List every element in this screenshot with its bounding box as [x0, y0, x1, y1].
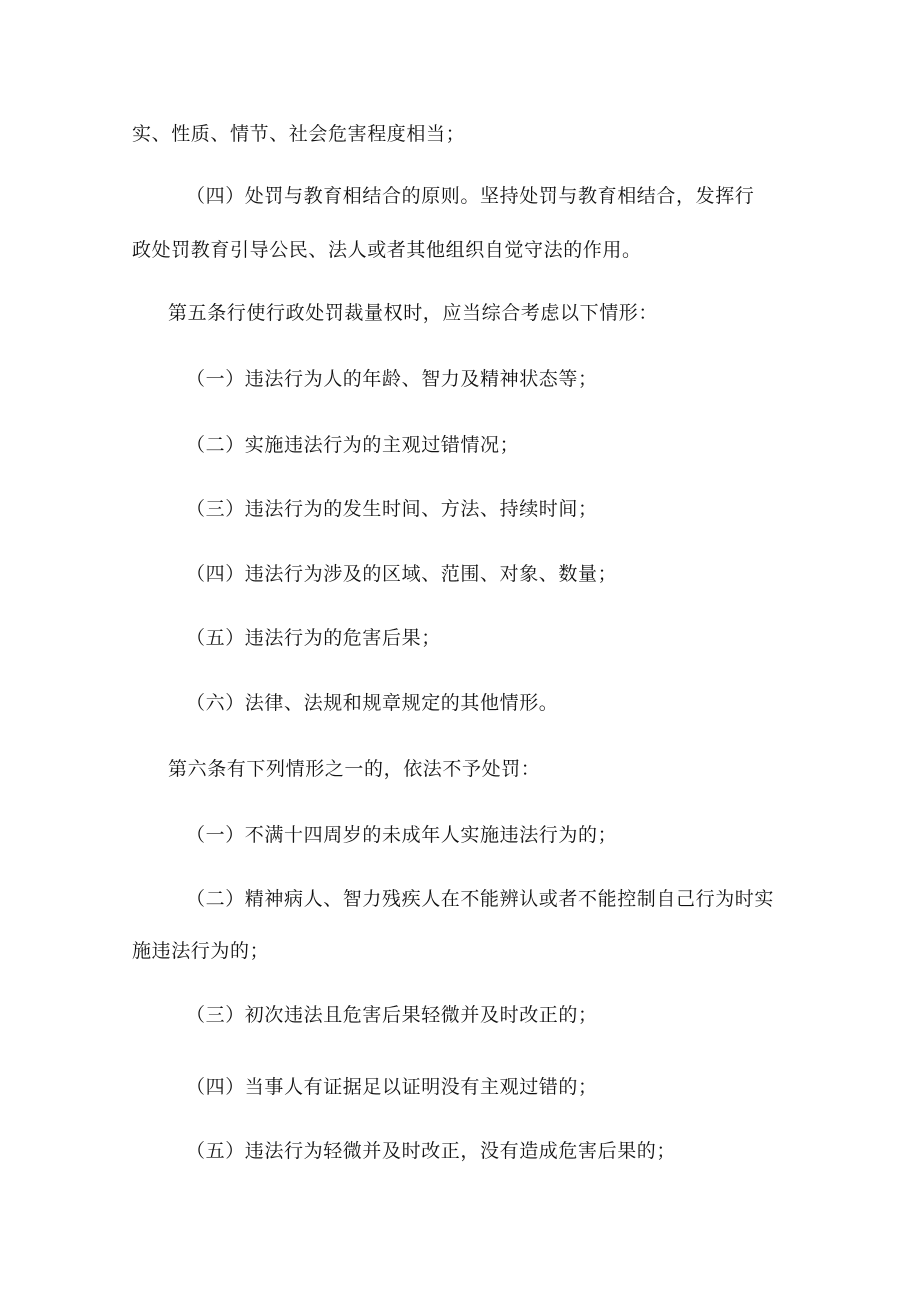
article-5-item-5: （五）违法行为的危害后果；	[186, 627, 441, 649]
article-6-item-2-cont: 施违法行为的；	[132, 940, 270, 962]
article-6-item-5: （五）违法行为轻微并及时改正，没有造成危害后果的；	[186, 1140, 677, 1162]
text-line-principle-4: （四）处罚与教育相结合的原则。坚持处罚与教育相结合，发挥行	[186, 185, 755, 207]
article-5-heading: 第五条行使行政处罚裁量权时，应当综合考虑以下情形：	[168, 302, 659, 324]
article-5-item-1: （一）违法行为人的年龄、智力及精神状态等；	[186, 368, 598, 390]
text-line-principle-4-cont: 政处罚教育引导公民、法人或者其他组织自觉守法的作用。	[132, 239, 642, 261]
article-6-item-4: （四）当事人有证据足以证明没有主观过错的；	[186, 1076, 598, 1098]
text-line-continuation: 实、性质、情节、社会危害程度相当；	[132, 123, 466, 145]
article-6-item-1: （一）不满十四周岁的未成年人实施违法行为的；	[186, 824, 618, 846]
article-5-item-6: （六）法律、法规和规章规定的其他情形。	[186, 692, 559, 714]
article-6-item-3: （三）初次违法且危害后果轻微并及时改正的；	[186, 1004, 598, 1026]
article-5-item-2: （二）实施违法行为的主观过错情况；	[186, 434, 520, 456]
article-6-item-2: （二）精神病人、智力残疾人在不能辨认或者不能控制自己行为时实	[186, 888, 775, 910]
article-5-item-3: （三）违法行为的发生时间、方法、持续时间；	[186, 498, 598, 520]
article-6-heading: 第六条有下列情形之一的，依法不予处罚：	[168, 758, 541, 780]
article-5-item-4: （四）违法行为涉及的区域、范围、对象、数量；	[186, 563, 618, 585]
